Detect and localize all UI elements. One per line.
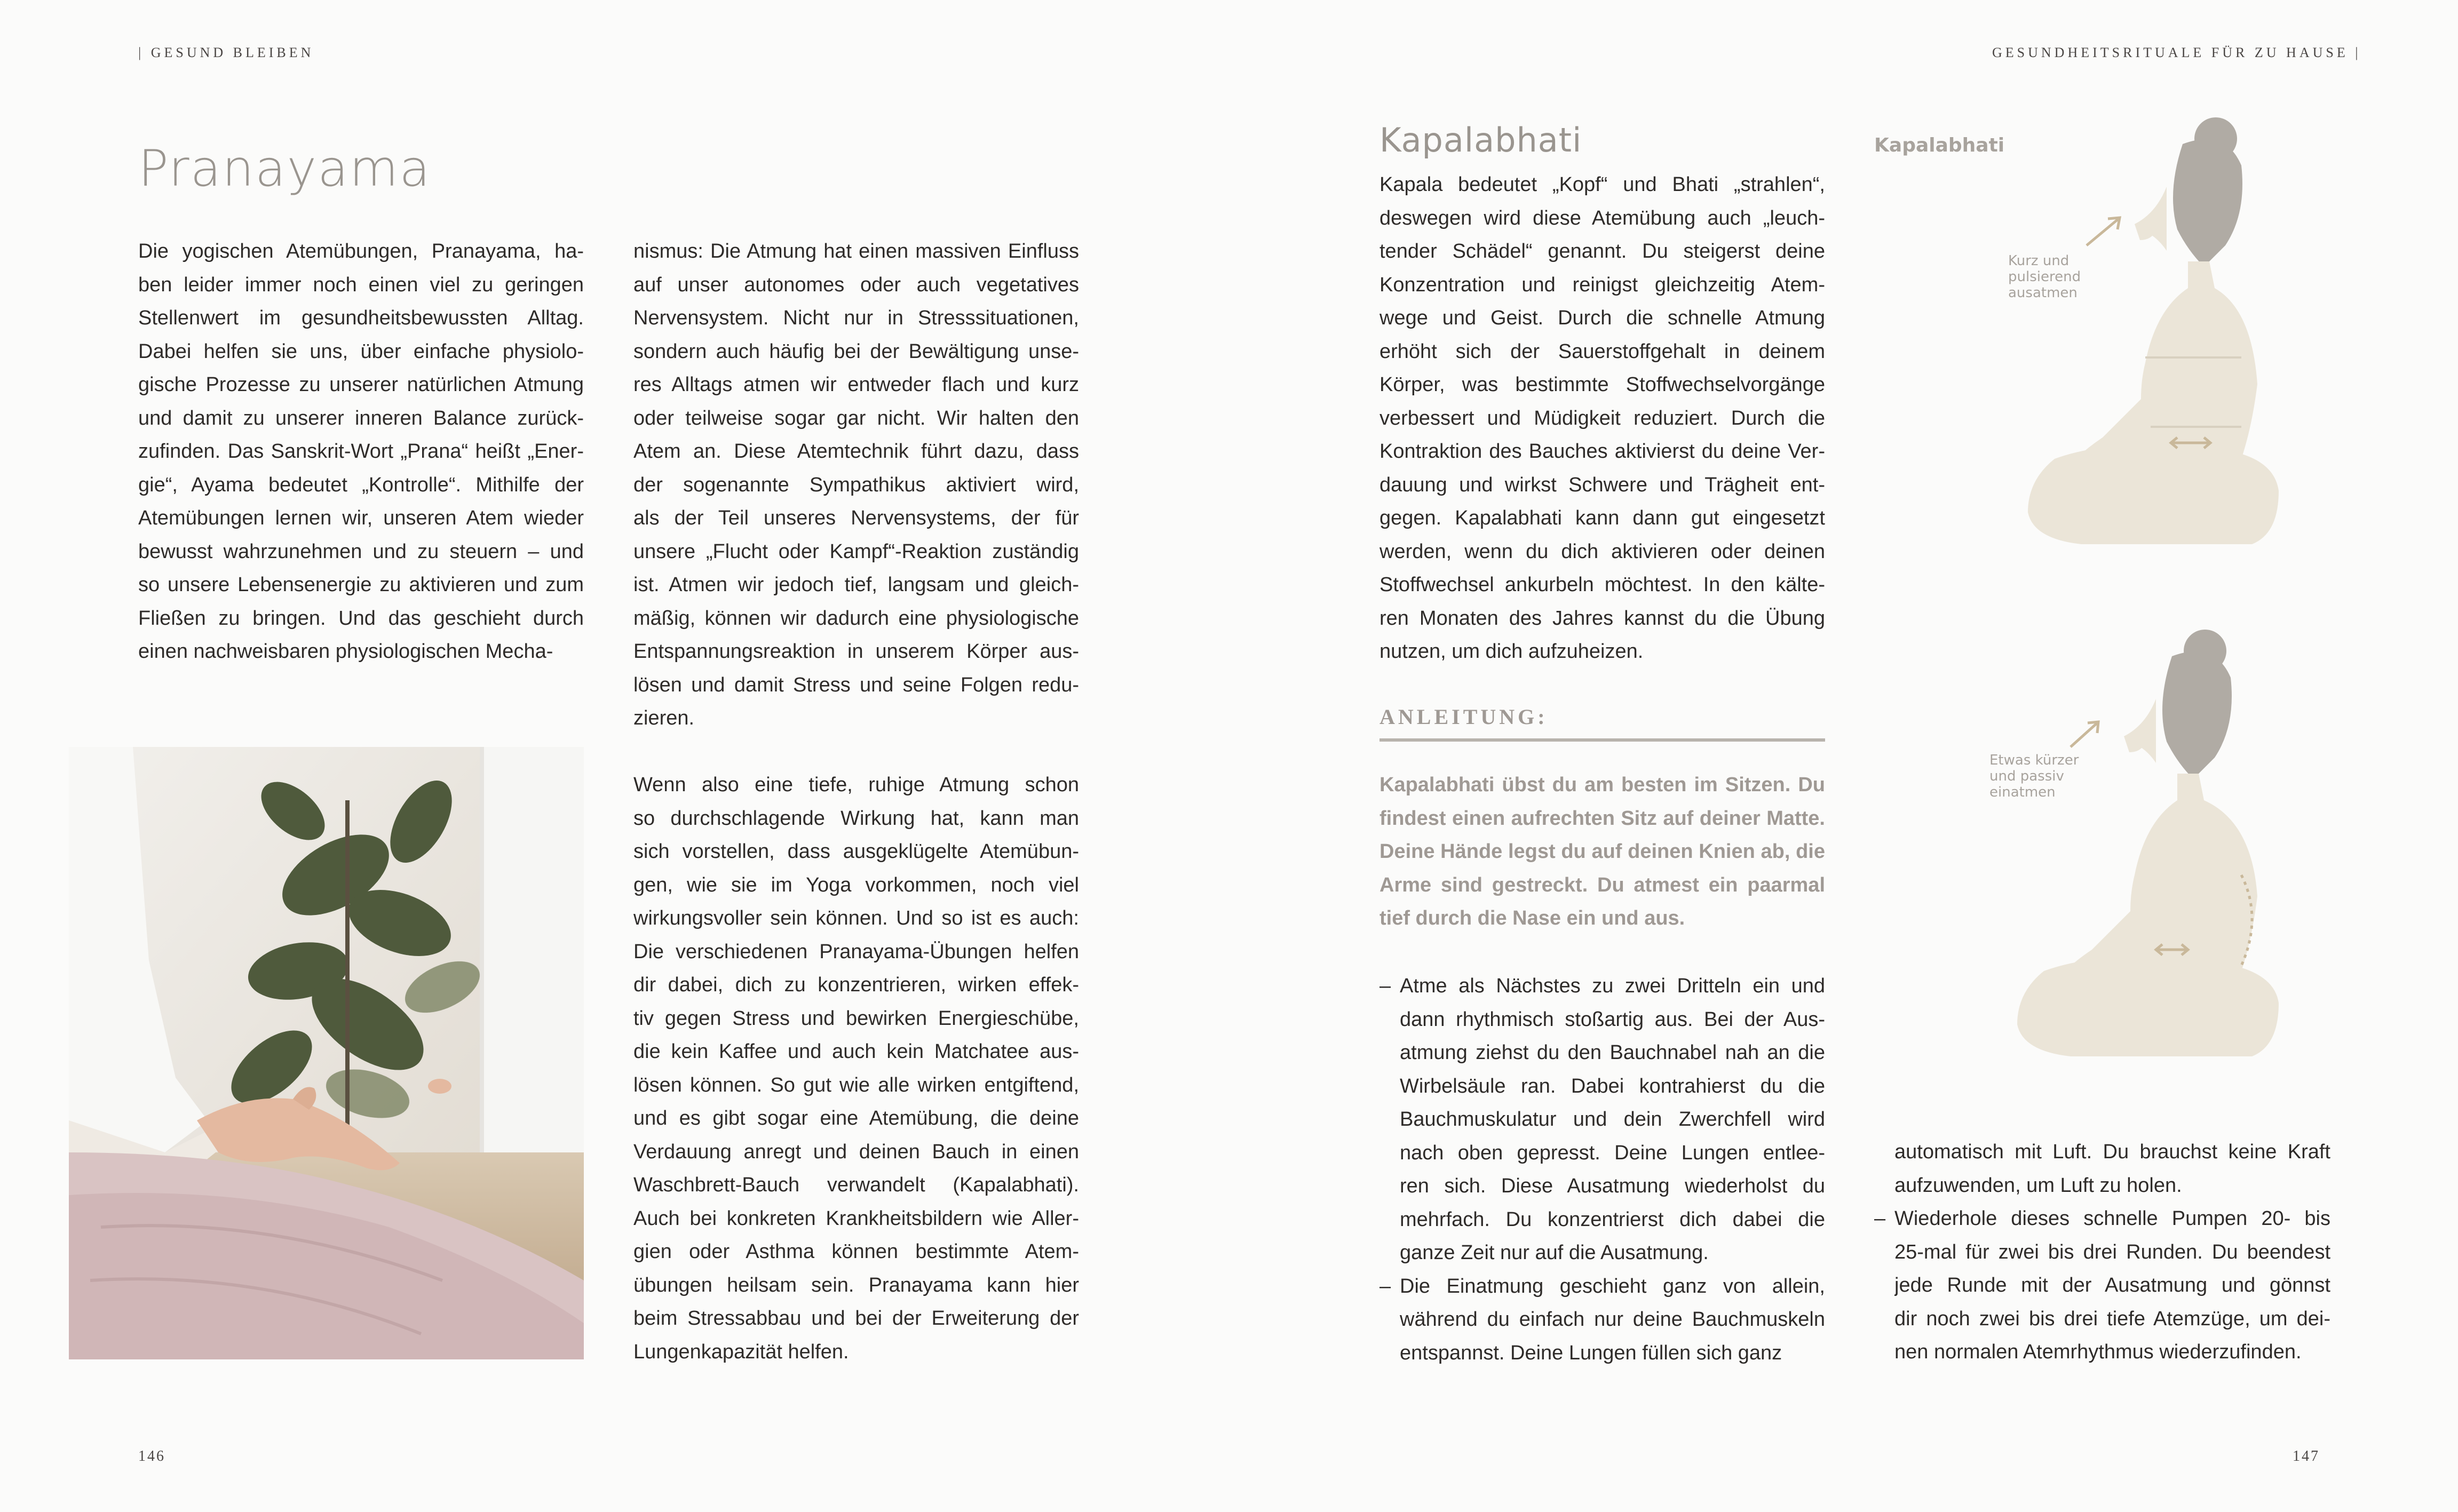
text-line: zieren. [633, 707, 695, 729]
text-line: Wenn also eine tiefe, ruhige Atmung schon [633, 774, 1079, 796]
text-line: erhöht sich der Sauerstoffgehalt in deinem [1379, 340, 1825, 363]
text-line: gegen. Kapalabhati kann dann gut eingesetzt [1379, 507, 1825, 529]
left-column-2 [633, 235, 1079, 1368]
paragraph-pranayama-effects [633, 768, 1079, 1368]
text-line: Waschbrett-Bauch verwandelt (Kapalabhati). [633, 1174, 1079, 1196]
text-line: so unsere Lebensenergie zu aktivieren und zum [138, 574, 584, 596]
bullet-dash: – [1379, 975, 1391, 997]
text-line: jede Runde mit der Ausatmung und gönnst [1894, 1274, 2330, 1296]
label-line: und passiv [1989, 768, 2064, 784]
text-line: so durchschlagende Wirkung hat, kann man [633, 807, 1079, 830]
text-line: einen nachweisbaren physiologischen Mecha- [138, 640, 553, 663]
list-item [1379, 1270, 1825, 1370]
text-line: sich vorstellen, dass ausgeklügelte Atemübun- [633, 840, 1079, 863]
text-line: Wirbelsäule ran. Dabei kontrahierst du die [1400, 1075, 1825, 1097]
bullet-dash: – [1874, 1207, 1886, 1230]
meditation-hand-image [69, 747, 584, 1359]
text-line: der sogenannte Sympathikus aktiviert wird, [633, 473, 1079, 496]
label-line: einatmen [1989, 784, 2056, 800]
figure-title: Kapalabhati [1874, 134, 2005, 156]
text-line: die kein Kaffee und auch kein Matchatee aus- [633, 1040, 1079, 1063]
text-line: Stoffwechsel ankurbeln möchtest. In den kälte- [1379, 574, 1825, 596]
page-number-left: 146 [138, 1448, 165, 1465]
text-line: dauung und wirkst Schwere und Trägheit ent- [1379, 473, 1825, 496]
left-column-1 [138, 235, 584, 669]
text-line: deswegen wird diese Atemübung auch „leuch- [1379, 206, 1825, 229]
text-line: oder teilweise sogar gar nicht. Wir halten den [633, 407, 1079, 429]
text-line: Bauchmuskulatur und dein Zwerchfell wird [1400, 1108, 1825, 1131]
text-line: tiv gegen Stress und bewirken Energieschübe, [633, 1007, 1079, 1030]
text-line: werden, wenn du dich aktivieren oder deinen [1379, 540, 1825, 563]
text-line: lösen können. So gut wie alle wirken entgiftend, [633, 1073, 1079, 1096]
text-line: Kapala bedeutet „Kopf“ und Bhati „strahlen“, [1379, 173, 1825, 196]
text-line: Atme als Nächstes zu zwei Dritteln ein und [1400, 975, 1825, 997]
text-line: automatisch mit Luft. Du brauchst keine Kraft [1894, 1141, 2330, 1163]
text-line: Konzentration und reinigst gleichzeitig Atem- [1379, 273, 1825, 296]
text-line: tief durch die Nase ein und aus. [1379, 907, 1685, 929]
text-line: Stellenwert im gesundheitsbewussten Alltag. [138, 307, 584, 329]
text-line: gie“, Ayama bedeutet „Kontrolle“. Mithilfe der [138, 473, 584, 496]
list-item [1874, 1202, 2330, 1369]
text-line: übungen heilsam sein. Pranayama kann hier [633, 1274, 1079, 1296]
section-heading-anleitung: ANLEITUNG: [1379, 704, 1825, 742]
text-line: Die yogischen Atemübungen, Pranayama, ha- [138, 240, 584, 262]
text-line: wege und Geist. Durch die schnelle Atmung [1379, 307, 1825, 329]
text-line: ren sich. Diese Ausatmung wiederholst du [1400, 1175, 1825, 1197]
label-line: Etwas kürzer [1989, 752, 2079, 768]
text-line: Verdauung anregt und deinen Bauch in einen [633, 1140, 1079, 1163]
text-line: beim Stressabbau und bei der Erweiterung der [633, 1307, 1079, 1330]
text-line: Dabei helfen sie uns, über einfache physiolo- [138, 340, 584, 363]
text-line: Nervensystem. Nicht nur in Stresssituationen, [633, 307, 1079, 329]
label-line: ausatmen [2008, 285, 2078, 301]
text-line: dir dabei, dich zu konzentrieren, wirken effek- [633, 974, 1079, 996]
text-line: Auch bei konkreten Krankheitsbildern wie Aller- [633, 1207, 1079, 1230]
text-line: dann rhythmisch stoßartig aus. Bei der Aus- [1400, 1008, 1825, 1031]
instruction-list-col1 [1379, 969, 1825, 1370]
text-line: nutzen, um dich aufzuheizen. [1379, 640, 1644, 663]
text-line: und es gibt sogar eine Atemübung, die deine [633, 1107, 1079, 1129]
text-line: wirkungsvoller sein können. Und so ist es auch: [633, 907, 1079, 929]
bullet-dash: – [1379, 1275, 1391, 1298]
text-line: Arme sind gestreckt. Du atmest ein paarmal [1379, 873, 1825, 896]
text-line: mäßig, können wir dadurch eine physiologische [633, 607, 1079, 630]
text-line: Entspannungsreaktion in unserem Körper aus- [633, 640, 1079, 663]
text-line: gische Prozesse zu unserer natürlichen Atmung [138, 373, 584, 396]
text-line: zufinden. Das Sanskrit-Wort „Prana“ heißt „Ener- [138, 440, 584, 463]
text-line: verbessert und Müdigkeit reduziert. Durch die [1379, 407, 1825, 429]
list-item [1379, 969, 1825, 1270]
text-line: nismus: Die Atmung hat einen massiven Einfluss [633, 240, 1079, 262]
running-head-left: | GESUND BLEIBEN [138, 45, 314, 60]
text-line: dir noch zwei bis drei tiefe Atemzüge, um dei- [1894, 1307, 2330, 1330]
text-line: Atem an. Diese Atemtechnik führt dazu, dass [633, 440, 1079, 463]
text-line: entspannst. Deine Lungen füllen sich ganz [1400, 1341, 1782, 1364]
text-line: Wiederhole dieses schnelle Pumpen 20- bis [1894, 1207, 2330, 1230]
list-item-continued [1874, 1135, 2330, 1202]
text-line: Deine Hände legst du auf deinen Knien ab, die [1379, 840, 1825, 863]
instruction-list-col2 [1874, 1135, 2330, 1369]
text-line: Kapalabhati übst du am besten im Sitzen. Du [1379, 774, 1825, 796]
text-line: nen normalen Atemrhythmus wiederzufinden. [1894, 1341, 2302, 1363]
label-line: Kurz und [2008, 253, 2070, 269]
text-line: ren Monaten des Jahres kannst du die Übung [1379, 607, 1825, 630]
label-line: pulsierend [2008, 269, 2081, 285]
text-line: Lungenkapazität helfen. [633, 1340, 849, 1363]
text-line: Kontraktion des Bauches aktivierst du deine Ver- [1379, 440, 1825, 463]
text-line: Körper, was bestimmte Stoffwechselvorgänge [1379, 373, 1825, 396]
kapalabhati-intro [1379, 168, 1825, 669]
text-line: res Alltags atmen wir entweder flach und kurz [633, 373, 1079, 396]
text-line: sondern auch häufig bei der Bewältigung unse- [633, 340, 1079, 363]
text-line: als der Teil unseres Nervensystems, der für [633, 507, 1079, 529]
page-number-right: 147 [2293, 1448, 2320, 1465]
text-line: unsere „Flucht oder Kampf“-Reaktion zuständig [633, 540, 1079, 563]
running-head-right: GESUNDHEITSRITUALE FÜR ZU HAUSE | [1992, 45, 2361, 60]
text-line: aufzuwenden, um Luft zu holen. [1894, 1174, 2182, 1197]
text-line: ben leider immer noch einen viel zu geringen [138, 273, 584, 296]
text-line: nach oben gepresst. Deine Lungen entlee- [1400, 1141, 1825, 1164]
text-line: lösen und damit Stress und seine Folgen redu- [633, 673, 1079, 696]
text-line: Die Einatmung geschieht ganz von allein, [1400, 1275, 1825, 1298]
section-title-kapalabhati: Kapalabhati [1379, 121, 1582, 160]
text-line: und damit zu unserer inneren Balance zurück- [138, 407, 584, 429]
page-title-pranayama: Pranayama [138, 140, 431, 198]
text-line: tender Schädel“ genannt. Du steigerst deine [1379, 240, 1825, 262]
text-line: atmung ziehst du den Bauchnabel nah an die [1400, 1041, 1825, 1064]
text-line: findest einen aufrechten Sitz auf deiner Matte. [1379, 807, 1825, 830]
instruction-lead [1379, 768, 1825, 935]
kapalabhati-illustration [1975, 107, 2295, 1078]
meditation-photo [69, 747, 584, 1359]
text-line: auf unser autonomes oder auch vegetatives [633, 273, 1079, 296]
text-line: mehrfach. Du konzentrierst dich dabei die [1400, 1208, 1825, 1231]
text-line: bewusst wahrzunehmen und zu steuern – und [138, 540, 584, 563]
paragraph-breathing-mechanism [633, 235, 1079, 735]
text-line: während du einfach nur deine Bauchmuskeln [1400, 1308, 1825, 1331]
text-line: Die verschiedenen Pranayama-Übungen helfen [633, 940, 1079, 963]
text-line: gen, wie sie im Yoga vorkommen, noch viel [633, 873, 1079, 896]
figure-exhale [2028, 117, 2279, 544]
text-line: Atemübungen lernen wir, unseren Atem wieder [138, 507, 584, 529]
text-line: ganze Zeit nur auf die Ausatmung. [1400, 1242, 1709, 1264]
figure-inhale [2017, 630, 2279, 1056]
text-line: Fließen zu bringen. Und das geschieht durch [138, 607, 584, 630]
text-line: ist. Atmen wir jedoch tief, langsam und gleich- [633, 574, 1079, 596]
text-line: gien oder Asthma können bestimmte Atem- [633, 1240, 1079, 1263]
text-line: 25-mal für zwei bis drei Runden. Du beendest [1894, 1240, 2330, 1263]
